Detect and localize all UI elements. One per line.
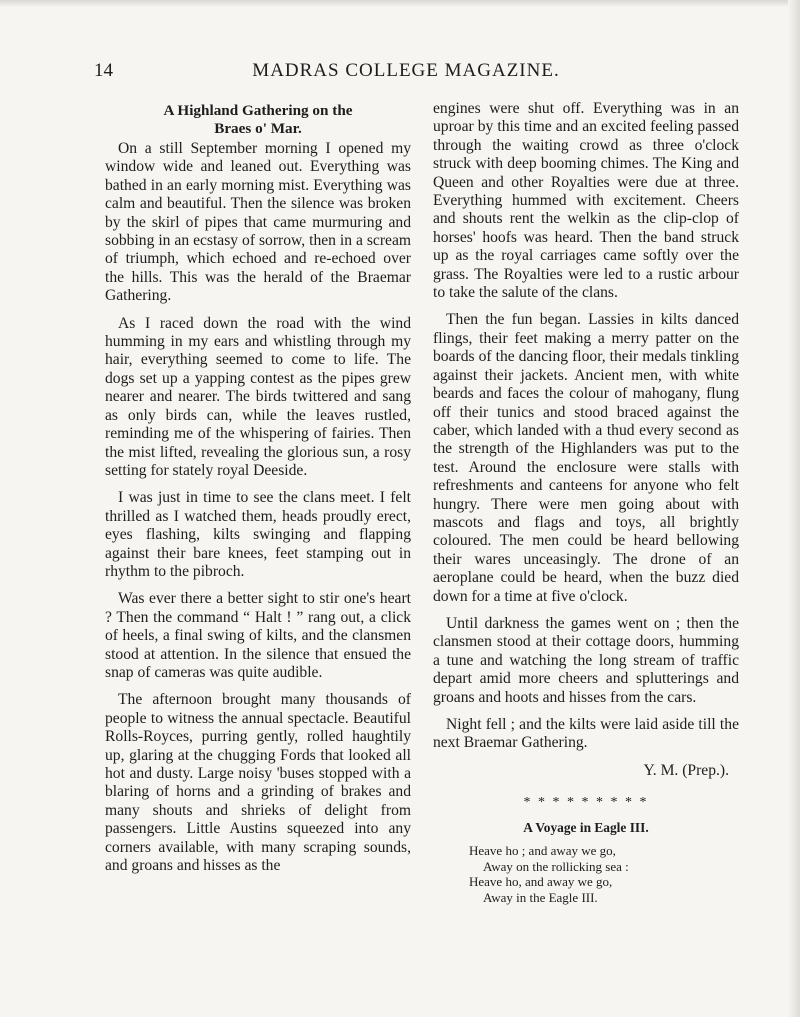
poem-line: Away on the rollicking sea : [483,858,629,874]
article-paragraph-2: As I raced down the road with the wind humming in my ears and whistling through my hair, everything seemed to come to life. The dogs set up a yapping contest as the pipes grew nearer and nearer. The birds twittered and sang as only birds can, while the leaves rustled, reminding me of the whispering of fairies. Then the mist lifted, revealing the glorious sun, a rosy setting for stately royal Deeside. [105,314,411,479]
magazine-title: MADRAS COLLEGE MAGAZINE. [252,60,560,81]
article-title-line-2: Braes o' Mar. [214,120,302,137]
section-separator: * * * * * * * * * [523,795,649,811]
article-paragraph-6: Then the fun began. Lassies in kilts danced flings, their feet making a merry patter on the boards of the dancing floor, their medals tinkling against their jackets. Ancient men, with white beards and faces the colour of mahogany, flung off their tunics and stood braced against the caber, which landed with a thud every second as the strength of the Highlanders was put to the test. Around the enclosure were stalls with refreshments and canteens for anyone who felt hungry. There were men going about with mascots and flags and toys, all brightly coloured. The men could be heard bellowing their wares unceasingly. The drone of an aeroplane could be heard, when the buzz died down for a time at five o'clock. [433,311,739,605]
article-paragraph-4: Was ever there a better sight to stir one's heart ? Then the command “ Halt ! ” rang out, a click of heels, a final swing of kilts, and the clansmen stood at attention. In the silence that ensued the snap of cameras was quite audible. [105,590,411,681]
poem-body [433,843,739,905]
page-header [94,60,718,88]
article-paragraph-1: On a still September morning I opened my window wide and leaned out. Everything was bathed in an early morning mist. Everything was calm and beautiful. Then the silence was broken by the skirl of pipes that came murmuring and sobbing in an ecstasy of sorrow, then in a scream of triumph, which echoed and re-echoed over the hills. This was the herald of the Braemar Gathering. [105,140,411,305]
page-right-edge [788,0,800,1017]
article-paragraph-5: The afternoon brought many thousands of people to witness the annual spectacle. Beautiful Rolls-Royces, purring gently, rolled haughtily up, glaring at the chugging Fords that looked all hot and dusty. Large noisy 'buses stopped with a blaring of horns and a grinding of brakes and many shouts and shrieks of delight from passengers. Little Austins squeezed into any corners available, with many scraping sounds, and groans and hisses as the [105,691,411,875]
left-column [105,100,411,884]
article-paragraph-5-continued: engines were shut off. Everything was in an uproar by this time and an excited feeling passed through the waiting crowd as three o'clock struck with deep booming chimes. The King and Queen and other Royalties were due at three. Everything hummed with excitement. Cheers and shouts rent the welkin as the clip-clop of horses' hoofs was heard. Then the band struck up as the royal carriages came softly over the grass. The Royalties were led to a rustic arbour to take the salute of the clans. [433,100,739,302]
right-column [433,100,739,905]
article-paragraph-8: Night fell ; and the kilts were laid aside till the next Braemar Gathering. [433,716,739,752]
article-title-line-1: A Highland Gathering on the [163,102,353,119]
article-title [105,102,411,138]
poem-line: Heave ho ; and away we go, [469,843,616,859]
article-paragraph-3: I was just in time to see the clans meet. I felt thrilled as I watched them, heads proudly erect, eyes flashing, kilts swinging and flapping against their bare knees, feet stamping out in rhythm to the pibroch. [105,489,411,580]
author-signature: Y. M. (Prep.). [643,761,729,779]
poem-line: Heave ho, and away we go, [469,874,613,890]
page-number: 14 [94,60,113,81]
page-top-edge [0,0,800,7]
poem-title: A Voyage in Eagle III. [523,819,649,835]
poem-line: Away in the Eagle III. [483,889,598,905]
article-paragraph-7: Until darkness the games went on ; then the clansmen stood at their cottage doors, humming a tune and watching the long stream of traffic depart amid more cheers and splutterings and groans and hoots and hisses from the cars. [433,614,739,706]
